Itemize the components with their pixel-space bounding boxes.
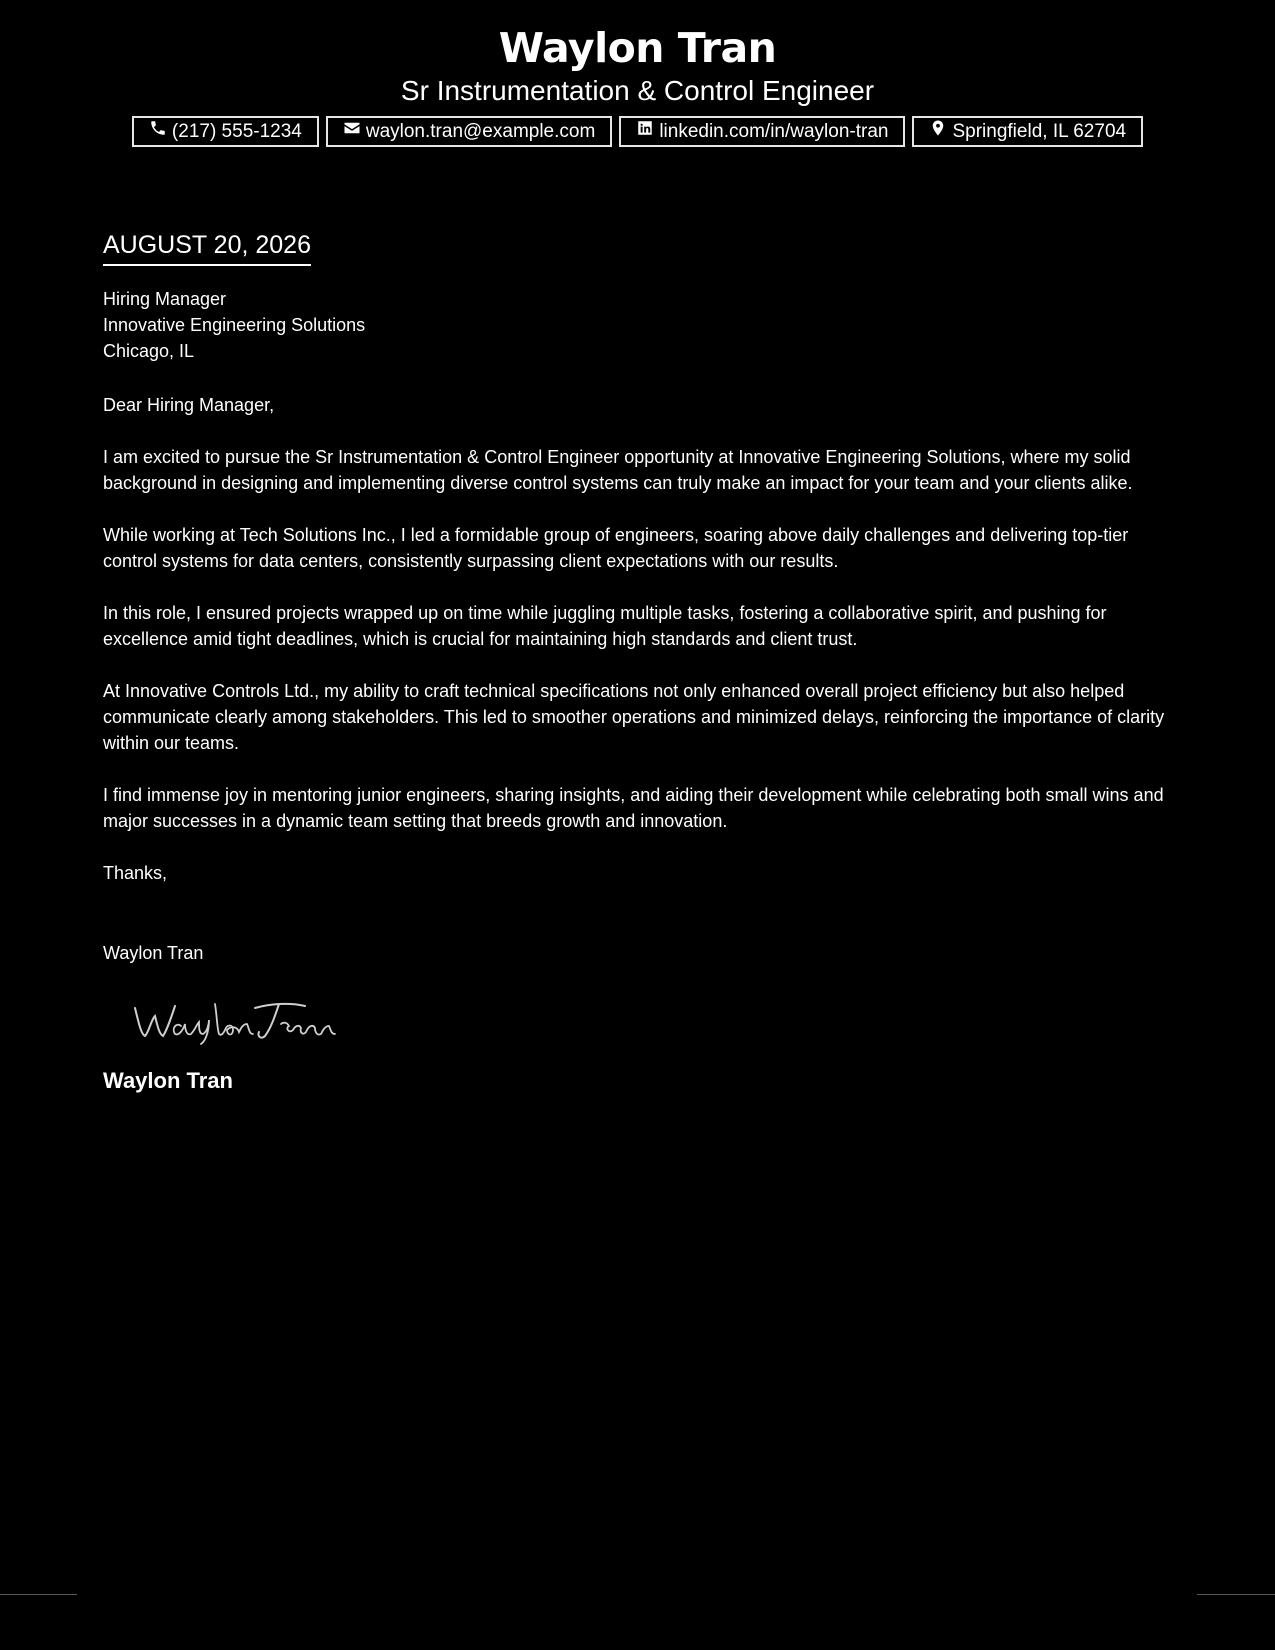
- email-text: waylon.tran@example.com: [365, 121, 596, 142]
- letter-header: [0, 22, 1275, 147]
- contact-email[interactable]: [326, 116, 612, 147]
- final-signer-name: Waylon Tran: [103, 1068, 233, 1093]
- body-paragraph: I find immense joy in mentoring junior engineers, sharing insights, and aiding their development while celebrating both small wins and major successes in a dynamic team setting that breeds growth and innovation.: [103, 785, 1164, 831]
- location-text: Springfield, IL 62704: [952, 121, 1127, 142]
- recipient-line: Innovative Engineering Solutions: [103, 315, 366, 335]
- letter-date: AUGUST 20, 2026: [103, 228, 311, 266]
- recipient-line: Hiring Manager: [103, 289, 227, 309]
- closing: Thanks,: [103, 863, 168, 883]
- applicant-name: Waylon Tran: [498, 24, 777, 72]
- contact-phone[interactable]: [132, 116, 319, 147]
- contact-bar: [0, 116, 1275, 147]
- envelope-icon: [343, 118, 361, 145]
- body-paragraph: In this role, I ensured projects wrapped up on time while juggling multiple tasks, fostering a collaborative spirit, and pushing for excellence amid tight deadlines, which is crucial for maintaining high standards and client trust.: [103, 603, 1107, 649]
- applicant-title: Sr Instrumentation & Control Engineer: [400, 75, 875, 106]
- body-paragraph: At Innovative Controls Ltd., my ability to craft technical specifications not only enhanced overall project efficiency but also helped communicate clearly among stakeholders. This led to smoother operations and minimized delays, reinforcing the importance of clarity within our teams.: [103, 681, 1165, 753]
- signer-name: Waylon Tran: [103, 943, 204, 963]
- letter-body: [103, 228, 1175, 1096]
- greeting: Dear Hiring Manager,: [103, 395, 275, 415]
- recipient-line: Chicago, IL: [103, 341, 195, 361]
- footer-divider-right: [1197, 1594, 1275, 1595]
- linkedin-text: linkedin.com/in/waylon-tran: [659, 121, 889, 142]
- phone-icon: [149, 118, 167, 145]
- body-paragraph: While working at Tech Solutions Inc., I led a formidable group of engineers, soaring above daily challenges and delivering top-tier control systems for data centers, consistently surpassing client expectations with our results.: [103, 525, 1129, 571]
- map-pin-icon: [929, 118, 947, 145]
- phone-text: (217) 555-1234: [171, 121, 302, 142]
- body-paragraph: I am excited to pursue the Sr Instrumentation & Control Engineer opportunity at Innovative Engineering Solutions, where my solid background in designing and implementing diverse control systems can truly make an impact for your team and your clients alike.: [103, 447, 1133, 493]
- contact-linkedin[interactable]: [619, 116, 905, 147]
- footer-divider-left: [0, 1594, 77, 1595]
- contact-location[interactable]: [912, 116, 1143, 147]
- linkedin-icon: [636, 118, 654, 145]
- handwritten-signature: [129, 994, 1175, 1046]
- recipient-block: [103, 286, 1175, 364]
